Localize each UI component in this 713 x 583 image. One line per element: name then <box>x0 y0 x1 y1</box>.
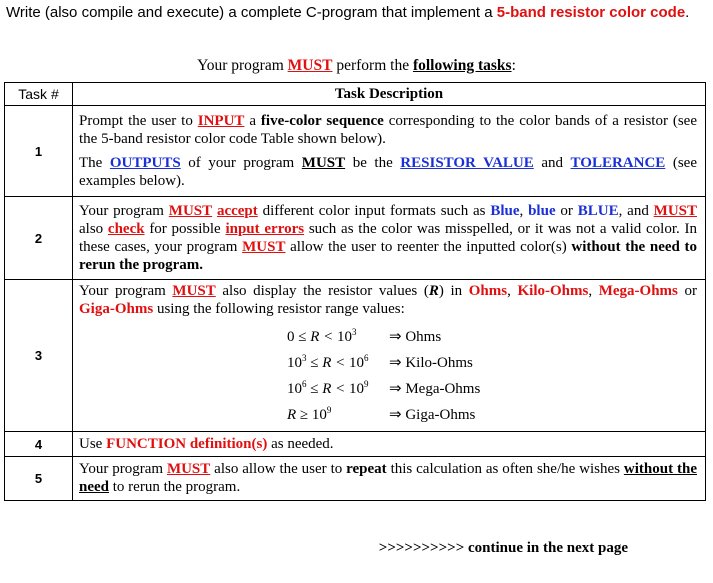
range-row-ohms <box>287 324 697 350</box>
text: also <box>79 220 108 237</box>
range-label: Ohms <box>405 329 442 345</box>
text: such as the color was misspelled, or it was not a valid color. In these cases, your program <box>79 220 697 255</box>
keyword-without-need: without the need <box>79 461 697 495</box>
keyword-ohms: Ohms <box>468 283 508 299</box>
keyword-blue-1: Blue <box>490 202 520 219</box>
task-description <box>73 106 706 197</box>
continue-note: >>>>>>>>>> continue in the next page <box>378 540 628 556</box>
text: ) in <box>438 283 469 299</box>
text: , and <box>618 202 654 219</box>
subtitle <box>0 56 713 76</box>
task-number: 5 <box>5 457 73 501</box>
subtitle-colon: : <box>511 57 516 74</box>
subtitle-following: following tasks <box>412 57 512 74</box>
range-unit: ⇒ Mega-Ohms <box>389 381 481 397</box>
range-row-kilo-ohms <box>287 350 697 376</box>
text: of your program <box>180 154 302 171</box>
resistor-range-list <box>287 324 697 428</box>
keyword-accept: accept <box>216 202 258 219</box>
text: different color input formats such as <box>257 202 491 219</box>
keyword-must: MUST <box>166 461 211 477</box>
text: Prompt the user to <box>79 112 198 129</box>
range-unit: ⇒ Ohms <box>389 329 442 345</box>
text: be the <box>345 154 401 171</box>
text: this calculation as often she/he wishes <box>386 461 624 477</box>
keyword-check: check <box>107 220 145 237</box>
keyword-function-definition: FUNCTION definition(s) <box>106 435 268 452</box>
text: corresponding to the color bands of a resistor (see the 5-band resistor color code Table shown below). <box>79 112 697 147</box>
subtitle-must: MUST <box>287 57 333 74</box>
text: as needed. <box>267 435 334 452</box>
range-unit: ⇒ Giga-Ohms <box>389 407 476 423</box>
text: a <box>244 112 261 129</box>
task-description <box>73 432 706 457</box>
text: Your program <box>79 202 169 219</box>
table-row-task-4 <box>5 432 706 457</box>
keyword-mega-ohms: Mega-Ohms <box>598 283 678 299</box>
keyword-must: MUST <box>242 238 286 255</box>
keyword-blue-2: blue <box>528 202 556 219</box>
task-3-paragraph <box>79 282 697 318</box>
table-row-task-1 <box>5 106 706 197</box>
table-row-task-2 <box>5 197 706 280</box>
task-description <box>73 197 706 280</box>
range-unit: ⇒ Kilo-Ohms <box>389 355 473 371</box>
keyword-outputs: OUTPUTS <box>109 154 181 171</box>
keyword-input-errors: input errors <box>225 220 305 237</box>
range-label: Giga-Ohms <box>405 407 476 423</box>
task-number: 1 <box>5 106 73 197</box>
text: or <box>677 283 698 299</box>
subtitle-text-2: perform the <box>332 57 413 74</box>
keyword-must: MUST <box>653 202 697 219</box>
table-row-task-3 <box>5 280 706 432</box>
text: , <box>519 202 529 219</box>
text: , <box>507 283 518 299</box>
intro-period: . <box>685 4 690 21</box>
intro-text: Write (also compile and execute) a complete C-program that implement a <box>6 4 497 21</box>
range-row-giga-ohms <box>287 402 697 428</box>
task-description <box>73 280 706 432</box>
range-label: Kilo-Ohms <box>405 355 473 371</box>
keyword-giga-ohms: Giga-Ohms <box>79 301 154 317</box>
text: and <box>533 154 571 171</box>
task-table <box>4 82 706 501</box>
text: (see examples below). <box>79 154 698 189</box>
text: Use <box>79 435 107 452</box>
keyword-must: MUST <box>172 283 216 299</box>
header-task-number: Task # <box>5 83 73 106</box>
task-description <box>73 457 706 501</box>
keyword-must: MUST <box>168 202 213 219</box>
task-number: 3 <box>5 280 73 432</box>
task-number: 4 <box>5 432 73 457</box>
table-row-task-5 <box>5 457 706 501</box>
keyword-resistor-value: RESISTOR VALUE <box>400 154 534 171</box>
keyword-kilo-ohms: Kilo-Ohms <box>517 283 589 299</box>
keyword-without-rerun: without the need to rerun the program. <box>79 238 698 273</box>
range-expression: $10^3 \le R < 10^6$ <box>287 353 369 371</box>
range-expression: $0 \le R < 10^3$ <box>287 327 357 345</box>
text: to rerun the program. <box>109 479 241 495</box>
text: Your program <box>79 283 173 299</box>
text: allow the user to reenter the inputted color(s) <box>285 238 572 255</box>
range-label: Mega-Ohms <box>405 381 481 397</box>
text: using the following resistor range values: <box>153 301 405 317</box>
keyword-must: MUST <box>301 154 346 171</box>
keyword-five-color: five-color sequence <box>260 112 384 129</box>
keyword-input: INPUT <box>197 112 245 129</box>
keyword-r: R <box>428 283 439 299</box>
subtitle-text: Your program <box>197 57 288 74</box>
intro-paragraph <box>6 3 706 22</box>
text: or <box>555 202 578 219</box>
text: also allow the user to <box>210 461 347 477</box>
text: for possible <box>144 220 226 237</box>
range-expression: $10^6 \le R < 10^9$ <box>287 379 369 397</box>
task-1-paragraph-2 <box>79 154 697 190</box>
text: The <box>79 154 110 171</box>
range-row-mega-ohms <box>287 376 697 402</box>
header-task-description: Task Description <box>73 83 706 106</box>
task-1-paragraph-1 <box>79 112 697 148</box>
text: , <box>588 283 599 299</box>
table-header-row <box>5 83 706 106</box>
task-number: 2 <box>5 197 73 280</box>
range-expression: $R \ge 10^9$ <box>287 405 332 423</box>
intro-highlight: 5-band resistor color code <box>496 4 686 21</box>
keyword-repeat: repeat <box>346 461 387 477</box>
keyword-blue-3: BLUE <box>577 202 619 219</box>
text: also display the resistor values ( <box>215 283 429 299</box>
keyword-tolerance: TOLERANCE <box>570 154 666 171</box>
text: Your program <box>79 461 167 477</box>
